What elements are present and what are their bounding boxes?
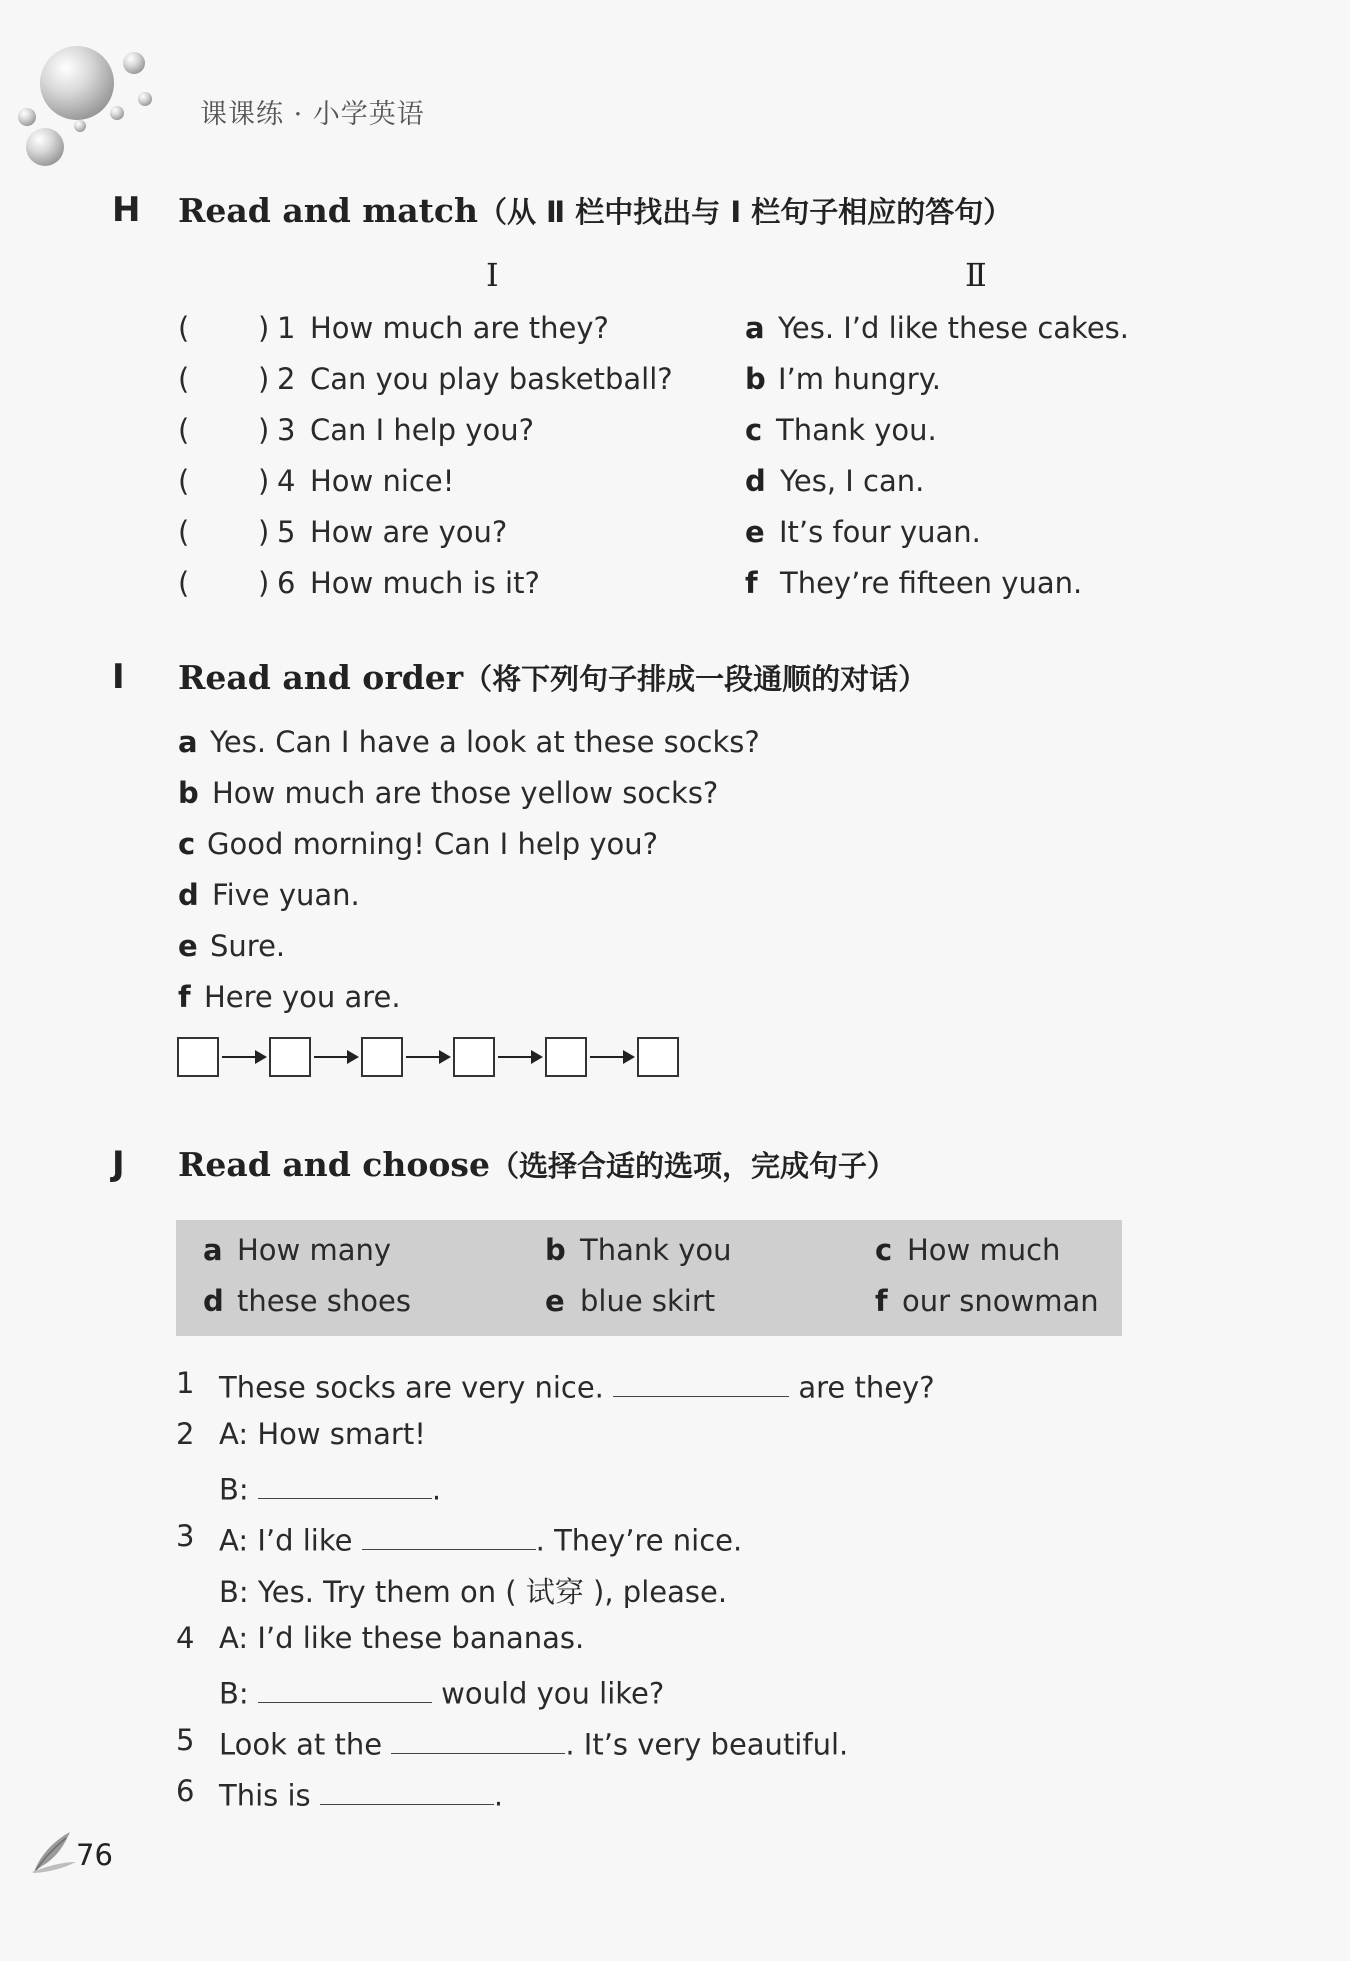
order-box[interactable] <box>545 1037 587 1077</box>
question-line <box>219 1774 503 1812</box>
answer-label: a <box>745 311 765 345</box>
question-text: Can I help you? <box>310 413 534 447</box>
item-label: a <box>178 725 198 759</box>
question-text: would you like? <box>441 1676 665 1711</box>
answer-blank[interactable] <box>258 1468 432 1499</box>
question-text: are they? <box>798 1370 935 1405</box>
answer-bracket-open[interactable]: ( <box>178 362 190 396</box>
option-label: a <box>203 1233 223 1267</box>
question-text: A: I’d like <box>219 1523 353 1558</box>
answer-text: It’s four yuan. <box>779 515 981 549</box>
answer-text: Yes. I’d like these cakes. <box>778 311 1129 345</box>
option-label: b <box>545 1233 566 1267</box>
order-box[interactable] <box>453 1037 495 1077</box>
option-text: these shoes <box>237 1284 411 1318</box>
question-text: . They’re nice. <box>535 1523 743 1558</box>
item-label: c <box>178 827 196 861</box>
answer-bracket-open[interactable]: ( <box>178 515 190 549</box>
question-text: This is <box>219 1778 311 1813</box>
answer-bracket-close: ) <box>258 311 270 345</box>
question-text: B: <box>219 1472 249 1507</box>
answer-blank[interactable] <box>320 1774 494 1805</box>
question-text: How are you? <box>310 515 508 549</box>
section-j-instruction: （选择合适的选项，完成句子） <box>490 1149 897 1183</box>
question-text: . It’s very beautiful. <box>565 1727 849 1762</box>
answer-bracket-close: ) <box>258 362 270 396</box>
question-line <box>219 1723 848 1761</box>
answer-text: Yes, I can. <box>780 464 925 498</box>
section-h-instruction: （从 Ⅱ 栏中找出与 Ⅰ 栏句子相应的答句） <box>477 195 1013 229</box>
answer-blank[interactable] <box>613 1366 789 1397</box>
option-text: How many <box>237 1233 392 1267</box>
arrow-right-icon <box>219 1037 269 1077</box>
answer-bracket-open[interactable]: ( <box>178 464 190 498</box>
section-j-title: Read and choose <box>178 1145 490 1184</box>
section-h-heading <box>178 190 1012 231</box>
answer-label: e <box>745 515 765 549</box>
column-2-heading: Ⅱ <box>965 256 987 294</box>
section-j-letter: J <box>112 1144 125 1184</box>
order-box[interactable] <box>269 1037 311 1077</box>
question-number: 4 <box>277 464 296 498</box>
question-text: . <box>493 1778 504 1813</box>
question-number: 2 <box>176 1417 195 1451</box>
question-text: How nice! <box>310 464 455 498</box>
option-text: our snowman <box>902 1284 1099 1318</box>
answer-bracket-open[interactable]: ( <box>178 311 190 345</box>
bubbles-decoration <box>18 40 168 170</box>
answer-blank[interactable] <box>391 1723 565 1754</box>
section-h-title: Read and match <box>178 191 478 230</box>
option-label: e <box>545 1284 565 1318</box>
answer-label: f <box>745 566 758 600</box>
answer-text: They’re fifteen yuan. <box>780 566 1083 600</box>
question-number: 6 <box>176 1774 195 1808</box>
item-text: Five yuan. <box>212 878 360 912</box>
question-line <box>219 1366 935 1404</box>
section-i-title: Read and order <box>178 658 464 697</box>
item-text: Sure. <box>210 929 286 963</box>
arrow-right-icon <box>311 1037 361 1077</box>
item-text: Yes. Can I have a look at these socks? <box>210 725 760 759</box>
answer-blank[interactable] <box>258 1672 432 1703</box>
question-text: Look at the <box>219 1727 383 1762</box>
question-number: 1 <box>176 1366 195 1400</box>
question-text: How much are they? <box>310 311 609 345</box>
option-label: c <box>875 1233 893 1267</box>
item-text: Good morning! Can I help you? <box>207 827 659 861</box>
answer-blank[interactable] <box>362 1519 536 1550</box>
option-text: blue skirt <box>580 1284 716 1318</box>
question-text: A: How smart! <box>219 1417 426 1451</box>
item-text: How much are those yellow socks? <box>212 776 719 810</box>
question-number: 5 <box>277 515 296 549</box>
order-box[interactable] <box>361 1037 403 1077</box>
answer-label: d <box>745 464 766 498</box>
item-label: d <box>178 878 199 912</box>
question-line <box>219 1672 664 1710</box>
question-text: . <box>431 1472 442 1507</box>
option-label: d <box>203 1284 224 1318</box>
answer-bracket-open[interactable]: ( <box>178 413 190 447</box>
section-h-letter: H <box>112 190 141 230</box>
option-text: How much <box>907 1233 1061 1267</box>
section-j-heading <box>178 1144 896 1185</box>
question-text: A: I’d like these bananas. <box>219 1621 585 1655</box>
item-label: f <box>178 980 191 1014</box>
item-label: e <box>178 929 198 963</box>
column-1-heading: Ⅰ <box>486 256 499 294</box>
arrow-right-icon <box>495 1037 545 1077</box>
answer-bracket-close: ) <box>258 566 270 600</box>
question-number: 3 <box>277 413 296 447</box>
question-number: 2 <box>277 362 296 396</box>
question-number: 6 <box>277 566 296 600</box>
question-line <box>219 1519 742 1557</box>
answer-label: c <box>745 413 763 447</box>
order-box[interactable] <box>637 1037 679 1077</box>
answer-bracket-close: ) <box>258 515 270 549</box>
item-text: Here you are. <box>204 980 401 1014</box>
answer-bracket-close: ) <box>258 413 270 447</box>
question-text: These socks are very nice. <box>219 1370 604 1405</box>
arrow-right-icon <box>403 1037 453 1077</box>
page-number: 76 <box>76 1838 113 1872</box>
section-i-heading <box>178 657 927 698</box>
arrow-right-icon <box>587 1037 637 1077</box>
question-text: B: <box>219 1676 249 1711</box>
question-text: Can you play basketball? <box>310 362 673 396</box>
answer-text: Thank you. <box>776 413 937 447</box>
question-line <box>219 1468 441 1506</box>
question-number: 4 <box>176 1621 195 1655</box>
answer-bracket-open[interactable]: ( <box>178 566 190 600</box>
book-title: 课课练 · 小学英语 <box>200 99 425 130</box>
answer-text: I’m hungry. <box>778 362 941 396</box>
option-text: Thank you <box>580 1233 732 1267</box>
order-answer-boxes <box>177 1037 679 1077</box>
question-text: B: Yes. Try them on ( 试穿 ), please. <box>219 1575 728 1609</box>
section-i-letter: I <box>112 657 125 697</box>
question-number: 5 <box>176 1723 195 1757</box>
question-text: How much is it? <box>310 566 540 600</box>
answer-label: b <box>745 362 766 396</box>
leaf-icon <box>30 1828 78 1874</box>
option-label: f <box>875 1284 888 1318</box>
order-box[interactable] <box>177 1037 219 1077</box>
question-number: 1 <box>277 311 296 345</box>
question-number: 3 <box>176 1519 195 1553</box>
answer-bracket-close: ) <box>258 464 270 498</box>
section-i-instruction: （将下列句子排成一段通顺的对话） <box>463 662 928 696</box>
item-label: b <box>178 776 199 810</box>
